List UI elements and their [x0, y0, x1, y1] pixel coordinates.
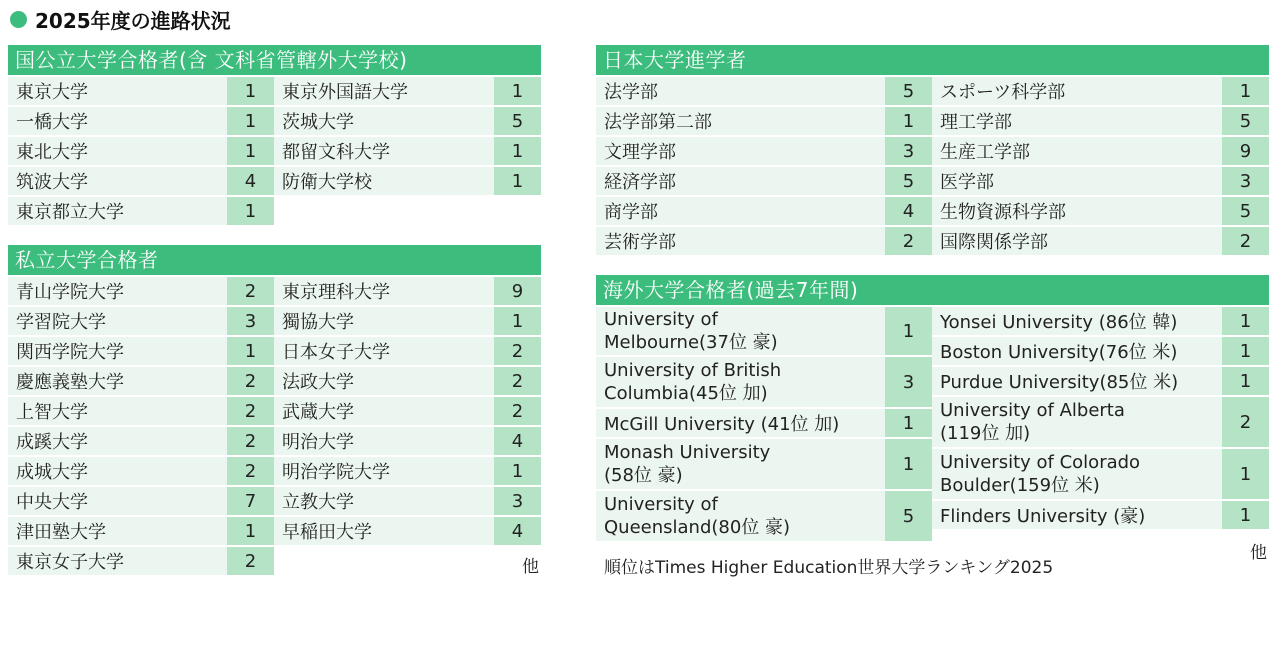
school-count: 1	[494, 165, 541, 195]
overseas-school-name	[932, 395, 1222, 447]
overseas-school-name	[932, 447, 1222, 499]
overseas-school-count: 1	[1222, 305, 1269, 335]
school-count: 2	[885, 225, 932, 255]
overseas-school-line: Boulder(159位 米)	[940, 475, 1100, 496]
overseas-school-count: 1	[1222, 447, 1269, 499]
overseas-school-count: 1	[885, 305, 932, 355]
overseas-header: 海外大学合格者(過去7年間)	[596, 275, 1269, 305]
bullet-dot-icon	[10, 11, 27, 28]
school-name: 芸術学部	[596, 225, 885, 255]
school-count: 1	[227, 75, 274, 105]
empty-cell	[274, 195, 494, 225]
school-count: 2	[494, 395, 541, 425]
overseas-school-name	[932, 305, 1222, 335]
school-name: 早稲田大学	[274, 515, 494, 545]
overseas-school-count: 2	[1222, 395, 1269, 447]
page-title-text: 2025年度の進路状況	[35, 8, 231, 33]
school-count: 2	[227, 275, 274, 305]
school-name: 生産工学部	[932, 135, 1222, 165]
private-section	[8, 245, 541, 575]
school-count: 5	[494, 105, 541, 135]
school-count: 1	[494, 75, 541, 105]
school-name: 津田塾大学	[8, 515, 227, 545]
school-count: 4	[885, 195, 932, 225]
overseas-school-line: Melbourne(37位 豪)	[604, 332, 778, 353]
overseas-school-line: University of British	[604, 360, 782, 381]
school-name: スポーツ科学部	[932, 75, 1222, 105]
school-count: 3	[494, 485, 541, 515]
overseas-school-line: University of	[604, 494, 718, 515]
national-header: 国公立大学合格者(含 文科省管轄外大学校)	[8, 45, 541, 75]
overseas-school-line: Boston University(76位 米)	[940, 342, 1178, 363]
school-name: 東京外国語大学	[274, 75, 494, 105]
school-name: 成城大学	[8, 455, 227, 485]
overseas-school-name	[596, 489, 885, 541]
school-count: 1	[227, 195, 274, 225]
school-name: 上智大学	[8, 395, 227, 425]
school-count: 2	[227, 545, 274, 575]
overseas-school-line: University of Colorado	[940, 452, 1141, 473]
school-name: 学習院大学	[8, 305, 227, 335]
school-name: 明治学院大学	[274, 455, 494, 485]
school-count: 2	[494, 335, 541, 365]
school-name: 筑波大学	[8, 165, 227, 195]
school-name: 理工学部	[932, 105, 1222, 135]
school-name: 防衛大学校	[274, 165, 494, 195]
overseas-school-line: (58位 豪)	[604, 465, 683, 486]
school-count: 4	[494, 425, 541, 455]
school-count: 1	[227, 515, 274, 545]
overseas-school-name	[932, 365, 1222, 395]
overseas-school-count: 1	[1222, 365, 1269, 395]
school-name: 生物資源科学部	[932, 195, 1222, 225]
school-name: 商学部	[596, 195, 885, 225]
overseas-school-line: Queensland(80位 豪)	[604, 517, 791, 538]
school-name: 一橋大学	[8, 105, 227, 135]
overseas-school-line: University of Alberta	[940, 400, 1125, 421]
overseas-school-count: 3	[885, 355, 932, 407]
school-name: 東京理科大学	[274, 275, 494, 305]
overseas-school-count: 1	[885, 437, 932, 489]
school-name: 医学部	[932, 165, 1222, 195]
school-name: 茨城大学	[274, 105, 494, 135]
overseas-school-count: 1	[1222, 499, 1269, 529]
school-count: 4	[494, 515, 541, 545]
national-table	[8, 75, 541, 225]
school-name: 都留文科大学	[274, 135, 494, 165]
school-count: 5	[1222, 105, 1269, 135]
overseas-section	[596, 275, 1269, 541]
school-name: 法学部第二部	[596, 105, 885, 135]
school-count: 1	[494, 305, 541, 335]
school-count: 1	[494, 135, 541, 165]
school-count: 2	[227, 425, 274, 455]
private-header: 私立大学合格者	[8, 245, 541, 275]
overseas-school-line: Columbia(45位 加)	[604, 383, 768, 404]
school-count: 4	[227, 165, 274, 195]
school-count: 9	[494, 275, 541, 305]
school-name: 中央大学	[8, 485, 227, 515]
school-count: 1	[227, 335, 274, 365]
overseas-table-left	[596, 305, 932, 541]
school-name: 日本女子大学	[274, 335, 494, 365]
school-name: 武蔵大学	[274, 395, 494, 425]
overseas-school-line: Flinders University (豪)	[940, 506, 1146, 527]
school-count: 1	[494, 455, 541, 485]
school-name: 国際関係学部	[932, 225, 1222, 255]
overseas-school-count: 1	[1222, 335, 1269, 365]
school-count: 1	[227, 135, 274, 165]
school-count: 5	[1222, 195, 1269, 225]
overseas-school-line: McGill University (41位 加)	[604, 414, 840, 435]
school-count: 9	[1222, 135, 1269, 165]
page-title	[10, 5, 231, 33]
school-name: 東京都立大学	[8, 195, 227, 225]
overseas-school-line: Monash University	[604, 442, 771, 463]
school-name: 成蹊大学	[8, 425, 227, 455]
school-name: 法学部	[596, 75, 885, 105]
school-name: 青山学院大学	[8, 275, 227, 305]
school-count: 5	[885, 165, 932, 195]
overseas-school-line: Yonsei University (86位 韓)	[940, 312, 1178, 333]
overseas-school-count: 5	[885, 489, 932, 541]
school-count: 2	[227, 365, 274, 395]
overseas-school-name	[932, 499, 1222, 529]
overseas-school-count: 1	[885, 407, 932, 437]
school-name: 東北大学	[8, 135, 227, 165]
private-other-note: 他	[522, 557, 539, 577]
overseas-school-name	[596, 407, 885, 437]
school-count: 2	[227, 395, 274, 425]
overseas-school-name	[596, 355, 885, 407]
school-name: 慶應義塾大学	[8, 365, 227, 395]
overseas-school-line: University of	[604, 309, 718, 330]
ranking-note: 順位はTimes Higher Education世界大学ランキング2025	[604, 558, 1054, 578]
empty-cell	[274, 545, 494, 575]
school-count: 2	[494, 365, 541, 395]
school-name: 明治大学	[274, 425, 494, 455]
nihon-table	[596, 75, 1269, 255]
school-count: 2	[227, 455, 274, 485]
school-name: 東京大学	[8, 75, 227, 105]
school-count: 1	[885, 105, 932, 135]
school-count: 1	[227, 105, 274, 135]
nihon-section	[596, 45, 1269, 255]
school-count: 2	[1222, 225, 1269, 255]
school-count: 3	[1222, 165, 1269, 195]
overseas-school-name	[596, 305, 885, 355]
school-name: 関西学院大学	[8, 335, 227, 365]
overseas-school-line: (119位 加)	[940, 423, 1031, 444]
school-name: 法政大学	[274, 365, 494, 395]
school-name: 東京女子大学	[8, 545, 227, 575]
empty-cell	[494, 195, 541, 225]
overseas-school-name	[932, 335, 1222, 365]
school-count: 3	[885, 135, 932, 165]
private-table	[8, 275, 541, 575]
school-name: 文理学部	[596, 135, 885, 165]
national-section	[8, 45, 541, 225]
overseas-school-line: Purdue University(85位 米)	[940, 372, 1179, 393]
school-name: 立教大学	[274, 485, 494, 515]
school-name: 経済学部	[596, 165, 885, 195]
school-count: 3	[227, 305, 274, 335]
nihon-header: 日本大学進学者	[596, 45, 1269, 75]
school-count: 7	[227, 485, 274, 515]
overseas-school-name	[596, 437, 885, 489]
school-name: 獨協大学	[274, 305, 494, 335]
school-count: 1	[1222, 75, 1269, 105]
overseas-other-note: 他	[1250, 543, 1267, 563]
overseas-table-right	[932, 305, 1269, 541]
school-count: 5	[885, 75, 932, 105]
